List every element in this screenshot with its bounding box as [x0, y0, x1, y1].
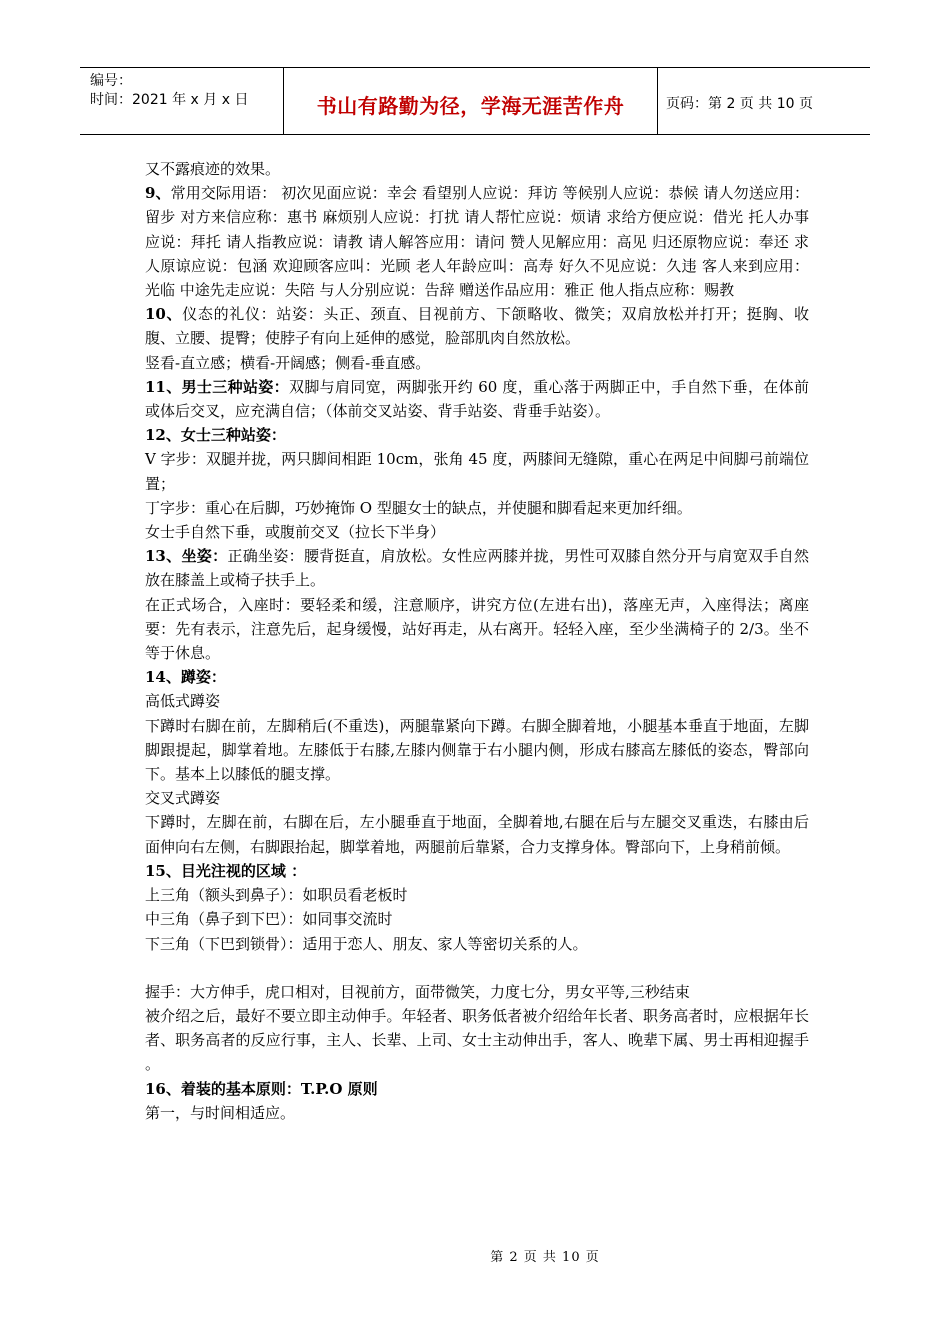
document-date-label: 时间：2021 年 x 月 x 日	[90, 92, 249, 108]
page-footer: 第 2 页 共 10 页	[490, 1250, 600, 1265]
section-heading: 13、坐姿：	[145, 547, 228, 566]
section-heading: 9、	[145, 184, 171, 203]
paragraph: 13、坐姿：正确坐姿：腰背挺直，肩放松。女性应两膝并拢，男性可双膝自然分开与肩宽双手自然放在膝盖上或椅子扶手上。	[145, 547, 809, 590]
section-heading: 14、蹲姿：	[145, 668, 226, 687]
header-page-number: 页码：第 2 页 共 10 页	[666, 96, 813, 112]
section-heading: 10、	[145, 305, 183, 324]
section-heading: 11、男士三种站姿：	[145, 377, 289, 396]
paragraph: 丁字步：重心在后脚，巧妙掩饰 O 型腿女士的缺点，并使腿和脚看起来更加纤细。	[145, 498, 692, 517]
paragraph: V 字步：双腿并拢，两只脚间相距 10cm，张角 45 度，两膝间无缝隙，重心在两足中间脚弓前端位置；	[145, 450, 809, 493]
paragraph: 10、仪态的礼仪：站姿：头正、颈直、目视前方、下颌略收、微笑；双肩放松并打开；挺胸、收腹、立腰、提臀；使脖子有向上延伸的感觉，脸部肌肉自然放松。	[145, 305, 809, 348]
header-motto: 书山有路勤为径，学海无涯苦作舟	[283, 68, 658, 134]
document-header	[80, 67, 870, 135]
header-meta	[80, 68, 283, 134]
paragraph: 竖看-直立感；横看-开阔感；侧看-垂直感。	[145, 353, 431, 372]
paragraph	[145, 1077, 809, 1101]
paragraph: 下三角（下巴到锁骨）：适用于恋人、朋友、家人等密切关系的人。	[145, 934, 588, 953]
paragraph: 女士手自然下垂，或腹前交叉（拉长下半身）	[145, 523, 446, 542]
paragraph: 9、常用交际用语： 初次见面应说：幸会 看望别人应说：拜访 等候别人应说：恭候 请人勿送应用：留步 对方来信应称：惠书 麻烦别人应说：打扰 请人帮忙应说：烦请 求给方便应说：借光 托人办事应说：拜托 请人指教应说：请教 请人解答应用：请问 赞人见解应用：高见 归还原物应说：奉还 求人原谅应说：包涵 欢迎顾客应叫：光顾 老人年龄应叫：高寿 好久不见应说：久违 客人来到应用：光临 中途先走应说：失陪 与人分别应说：告辞 赠送作品应用：雅正 他人指点应称：赐教	[145, 184, 810, 300]
paragraph: 交叉式蹲姿	[145, 789, 221, 808]
document-body	[145, 157, 809, 1125]
paragraph: 握手：大方伸手，虎口相对，目视前方，面带微笑，力度七分，男女平等,三秒结束	[145, 982, 690, 1001]
section-heading: 15、目光注视的区域 ：	[145, 861, 307, 880]
paragraph	[145, 423, 809, 447]
paragraph: 11、男士三种站姿：双脚与肩同宽，两脚张开约 60 度，重心落于两脚正中，手自然下垂，在体前或体后交叉，应充满自信；（体前交叉站姿、背手站姿、背垂手站姿）。	[145, 377, 809, 421]
paragraph: 中三角（鼻子到下巴）：如同事交流时	[145, 910, 393, 929]
paragraph: 在正式场合，入座时：要轻柔和缓，注意顺序，讲究方位(左进右出)，落座无声，入座得法；离座要：先有表示，注意先后，起身缓慢，站好再走，从右离开。轻轻入座，至少坐满椅子的 2/3。坐不等于休息。	[145, 595, 809, 663]
paragraph: 第一，与时间相适应。	[145, 1103, 296, 1122]
paragraph	[145, 859, 809, 883]
paragraph: 下蹲时，左脚在前，右脚在后，左小腿垂直于地面，全脚着地,右腿在后与左腿交叉重迭，右膝由后面伸向右左侧，右脚跟抬起，脚掌着地，两腿前后靠紧，合力支撑身体。臀部向下，上身稍前倾。	[145, 813, 809, 856]
paragraph: 上三角（额头到鼻子）：如职员看老板时	[145, 886, 408, 905]
paragraph: 下蹲时右脚在前，左脚稍后(不重迭)，两腿靠紧向下蹲。右脚全脚着地，小腿基本垂直于地面，左脚脚跟提起，脚掌着地。左膝低于右膝,左膝内侧靠于右小腿内侧，形成右膝高左膝低的姿态，臀部向下。基本上以膝低的腿支撑。	[145, 716, 809, 784]
section-heading: 16、着装的基本原则：T.P.O 原则	[145, 1079, 378, 1098]
document-number-label: 编号：	[90, 73, 132, 89]
paragraph: 又不露痕迹的效果。	[145, 160, 281, 178]
paragraph	[145, 665, 809, 689]
paragraph: 被介绍之后，最好不要立即主动伸手。年轻者、职务低者被介绍给年长者、职务高者时，应根据年长者、职务高者的反应行事，主人、长辈、上司、女士主动伸出手，客人、晚辈下属、男士再相迎握手 。	[145, 1006, 809, 1074]
section-heading: 12、女士三种站姿：	[145, 426, 286, 445]
paragraph: 高低式蹲姿	[145, 692, 221, 711]
